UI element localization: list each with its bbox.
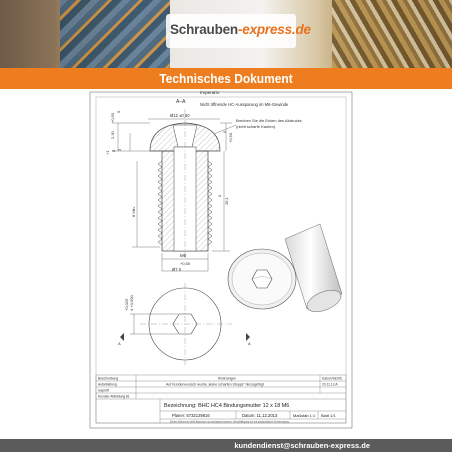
logo-main: Schrauben — [170, 22, 238, 37]
note-break-edges-2: (nicht scharfe Kanten). — [236, 124, 277, 129]
logo-accent: -express.de — [237, 22, 311, 37]
dim-head-height-1: +1 — [105, 150, 110, 155]
section-marker-left-label: A — [118, 341, 121, 346]
dim-hex-1: +0,025 — [124, 298, 129, 311]
table-designation: Bezeichnung: BHC HC4 Bindungsmutter 12 x 18 M6 — [164, 403, 290, 409]
table-row4-left: Kunden-Abbildung 81 — [98, 394, 130, 399]
table-row2-left: Aufarbeitung — [98, 382, 117, 387]
footer-bar — [0, 439, 452, 452]
table-row2-right: 20.11.13 A — [322, 382, 338, 387]
table-plan: Planer: 6732129816 — [172, 413, 210, 418]
section-marker-right — [246, 333, 250, 341]
note-no-through: Nicht öffnende HC-Aussparung im M6-Gewinde — [200, 102, 289, 107]
dim-top-left-2: 0 — [116, 110, 121, 113]
header-banner — [0, 0, 452, 68]
dim-head-height-2: 0 — [111, 149, 116, 152]
imperative-label: Imperativ: — [200, 90, 221, 95]
table-row3-left: Geprüft — [98, 388, 109, 393]
section-marker-left — [120, 333, 124, 341]
table-row1-right: Datum/Sichtb. — [322, 376, 343, 381]
dim-right-2: 0 — [222, 130, 227, 133]
isometric-view — [228, 224, 344, 316]
dim-right-1: +0,50 — [228, 132, 233, 143]
dim-thread: M6 — [180, 253, 187, 258]
dim-head-height-3: 3 — [117, 148, 122, 151]
dim-top-left-1: +0,50 — [110, 112, 115, 123]
table-sheet: Blatt 1/1 — [321, 413, 336, 418]
dim-right-4: 15,1 — [224, 197, 229, 205]
table-date: Datum: 11.12.2013 — [242, 413, 278, 418]
section-label: A–A — [176, 99, 186, 105]
note-break-edges-1: Brechen Sie die Ecken des Abdrucks — [236, 118, 302, 123]
table-row2-mid: Auf Kundenwunsch wurde „keine scharfen Stopps“ hinzugefügt — [166, 382, 264, 387]
footer-email-link[interactable]: kundendienst@schrauben-express.de — [234, 441, 370, 450]
dim-hex-2: 4 +0,000 — [129, 295, 134, 311]
dim-thread-length: 8 Min. — [131, 206, 136, 217]
dim-head-diameter: Ø12 ±0,50 — [170, 113, 190, 118]
table-scale: Maßstab 1:1 — [293, 413, 316, 418]
page-title: Technisches Dokument — [159, 71, 293, 86]
dim-right-3: 0 — [217, 194, 222, 197]
table-row1-mid: Änderungen — [218, 376, 236, 381]
section-marker-right-label: A — [248, 341, 251, 346]
logo[interactable] — [170, 22, 311, 37]
dim-shank-dia: Ø7 0 — [172, 267, 182, 272]
dim-shank-tol: +0,50 — [180, 261, 191, 266]
dim-top-left-3: 2,30 — [110, 131, 115, 139]
technical-drawing — [0, 89, 452, 439]
screws-photo — [332, 0, 452, 68]
table-footnote: Dieses Dokument bleibt Eigentum von schrauben-express. Vervielfältigung nur mit ausdrücklicher Genehmigung. — [170, 420, 290, 424]
tools-photo — [60, 0, 170, 68]
table-row1-left: Beschreibung — [98, 376, 119, 381]
